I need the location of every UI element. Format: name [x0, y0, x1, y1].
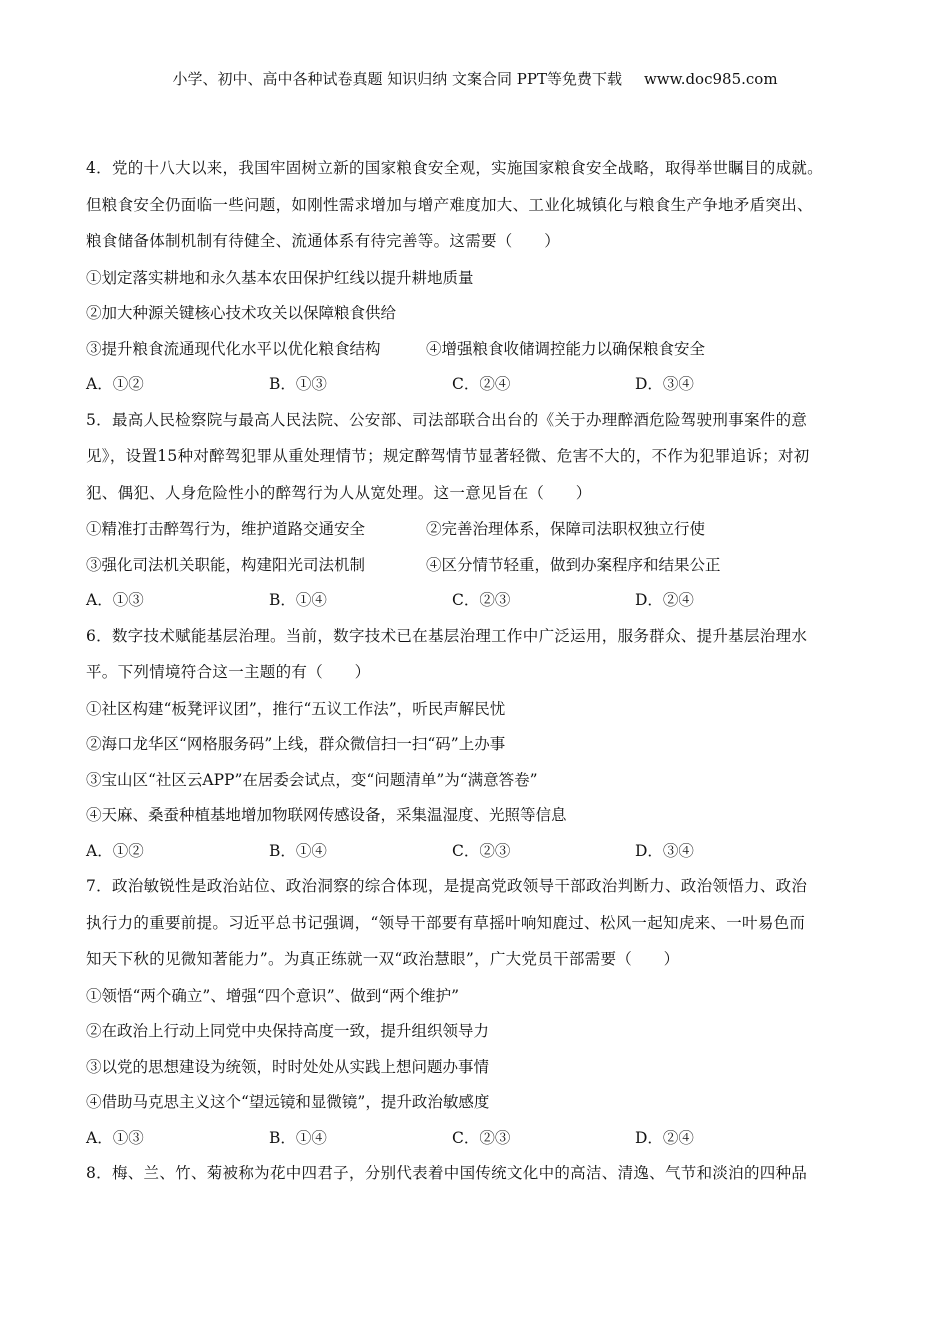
question-6-option-4: ④天麻、桑蚕种植基地增加物联网传感设备，采集温湿度、光照等信息	[86, 806, 567, 824]
question-5-option-row	[86, 550, 866, 586]
question-5-option-2: ②完善治理体系，保障司法职权独立行使	[426, 520, 706, 538]
question-6-option-3: ③宝山区“社区云APP”在居委会试点，变“问题清单”为“满意答卷”	[86, 770, 538, 789]
question-4	[86, 153, 866, 263]
choice-b: B．①④	[269, 591, 327, 609]
question-4-option-3: ③提升粮食流通现代化水平以优化粮食结构	[86, 339, 381, 358]
header-text: 小学、初中、高中各种试卷真题 知识归纳 文案合同 PPT等免费下载	[172, 70, 622, 88]
question-7-choices	[86, 1123, 866, 1159]
choice-d: D．②④	[635, 591, 694, 609]
question-5-option-row	[86, 514, 866, 550]
question-4-option-4: ④增强粮食收储调控能力以确保粮食安全	[426, 339, 706, 358]
question-5-option-4: ④区分情节轻重，做到办案程序和结果公正	[426, 555, 721, 574]
question-6-option-1: ①社区构建“板凳评议团”，推行“五议工作法”，听民声解民忧	[86, 699, 506, 718]
choice-c: C．②③	[452, 1128, 511, 1147]
question-6-choices	[86, 836, 866, 872]
question-7-option-2: ②在政治上行动上同党中央保持高度一致，提升组织领导力	[86, 1022, 490, 1040]
question-7	[86, 871, 866, 981]
question-7-line: 执行力的重要前提。习近平总书记强调，“领导干部要有草摇叶响知鹿过、松风一起知虎来、一叶易色而	[86, 913, 806, 932]
question-5-line: 犯、偶犯、人身危险性小的醉驾行为人从宽处理。这一意见旨在（ ）	[86, 483, 592, 502]
question-7-option-3: ③以党的思想建设为统领，时时处处从实践上想问题办事情	[86, 1057, 490, 1076]
choice-c: C．②④	[452, 375, 511, 393]
question-4-line: 4．党的十八大以来，我国牢固树立新的国家粮食安全观，实施国家粮食安全战略，取得举世瞩目的成就。	[86, 159, 823, 177]
question-6-line: 6．数字技术赋能基层治理。当前，数字技术已在基层治理工作中广泛运用，服务群众、提升基层治理水	[86, 626, 808, 645]
question-7-line: 知天下秋的见微知著能力”。为真正练就一双“政治慧眼”，广大党员干部需要（ ）	[86, 950, 680, 968]
question-4-option-2: ②加大种源关键核心技术攻关以保障粮食供给	[86, 304, 397, 322]
choice-a: A．①③	[86, 1128, 144, 1147]
question-5-line: 见》，设置15种对醉驾犯罪从重处理情节；规定醉驾情节显著轻微、危害不大的，不作为犯罪追诉；对初	[86, 447, 810, 465]
question-4-option-row	[86, 334, 866, 370]
question-8-line: 8．梅、兰、竹、菊被称为花中四君子，分别代表着中国传统文化中的高洁、清逸、气节和淡泊的四种品	[86, 1164, 808, 1182]
question-7-line: 7．政治敏锐性是政治站位、政治洞察的综合体现，是提高党政领导干部政治判断力、政治领悟力、政治	[86, 877, 808, 895]
page-header	[0, 68, 950, 89]
question-5-line: 5．最高人民检察院与最高人民法院、公安部、司法部联合出台的《关于办理醉酒危险驾驶刑事案件的意	[86, 410, 808, 429]
question-6	[86, 621, 866, 694]
question-8	[86, 1158, 866, 1195]
question-5-option-1: ①精准打击醉驾行为，维护道路交通安全	[86, 520, 366, 538]
question-5-option-3: ③强化司法机关职能，构建阳光司法机制	[86, 555, 366, 574]
choice-a: A．①②	[86, 841, 144, 860]
choice-a: A．①②	[86, 375, 144, 393]
question-4-line: 粮食储备体制机制有待健全、流通体系有待完善等。这需要（ ）	[86, 232, 561, 250]
question-7-option-4: ④借助马克思主义这个“望远镜和显微镜”，提升政治敏感度	[86, 1093, 490, 1111]
question-5-choices	[86, 585, 866, 621]
header-url: www.doc985.com	[643, 70, 778, 88]
question-4-line: 但粮食安全仍面临一些问题，如刚性需求增加与增产难度加大、工业化城镇化与粮食生产争地矛盾突出、	[86, 195, 813, 214]
choice-c: C．②③	[452, 841, 511, 860]
choice-b: B．①④	[269, 841, 327, 860]
question-5	[86, 405, 866, 515]
question-4-option-1: ①划定落实耕地和永久基本农田保护红线以提升耕地质量	[86, 268, 474, 287]
choice-d: D．②④	[635, 1128, 694, 1147]
question-7-option-1: ①领悟“两个确立”、增强“四个意识”、做到“两个维护”	[86, 986, 460, 1005]
choice-d: D．③④	[635, 375, 694, 393]
question-6-line: 平。下列情境符合这一主题的有（ ）	[86, 663, 371, 681]
choice-d: D．③④	[635, 841, 694, 860]
choice-c: C．②③	[452, 591, 511, 609]
choice-b: B．①④	[269, 1128, 327, 1147]
exam-content	[86, 153, 866, 1195]
question-6-option-2: ②海口龙华区“网格服务码”上线，群众微信扫一扫“码”上办事	[86, 735, 506, 753]
question-4-choices	[86, 369, 866, 405]
choice-b: B．①③	[269, 375, 327, 393]
choice-a: A．①③	[86, 591, 144, 609]
